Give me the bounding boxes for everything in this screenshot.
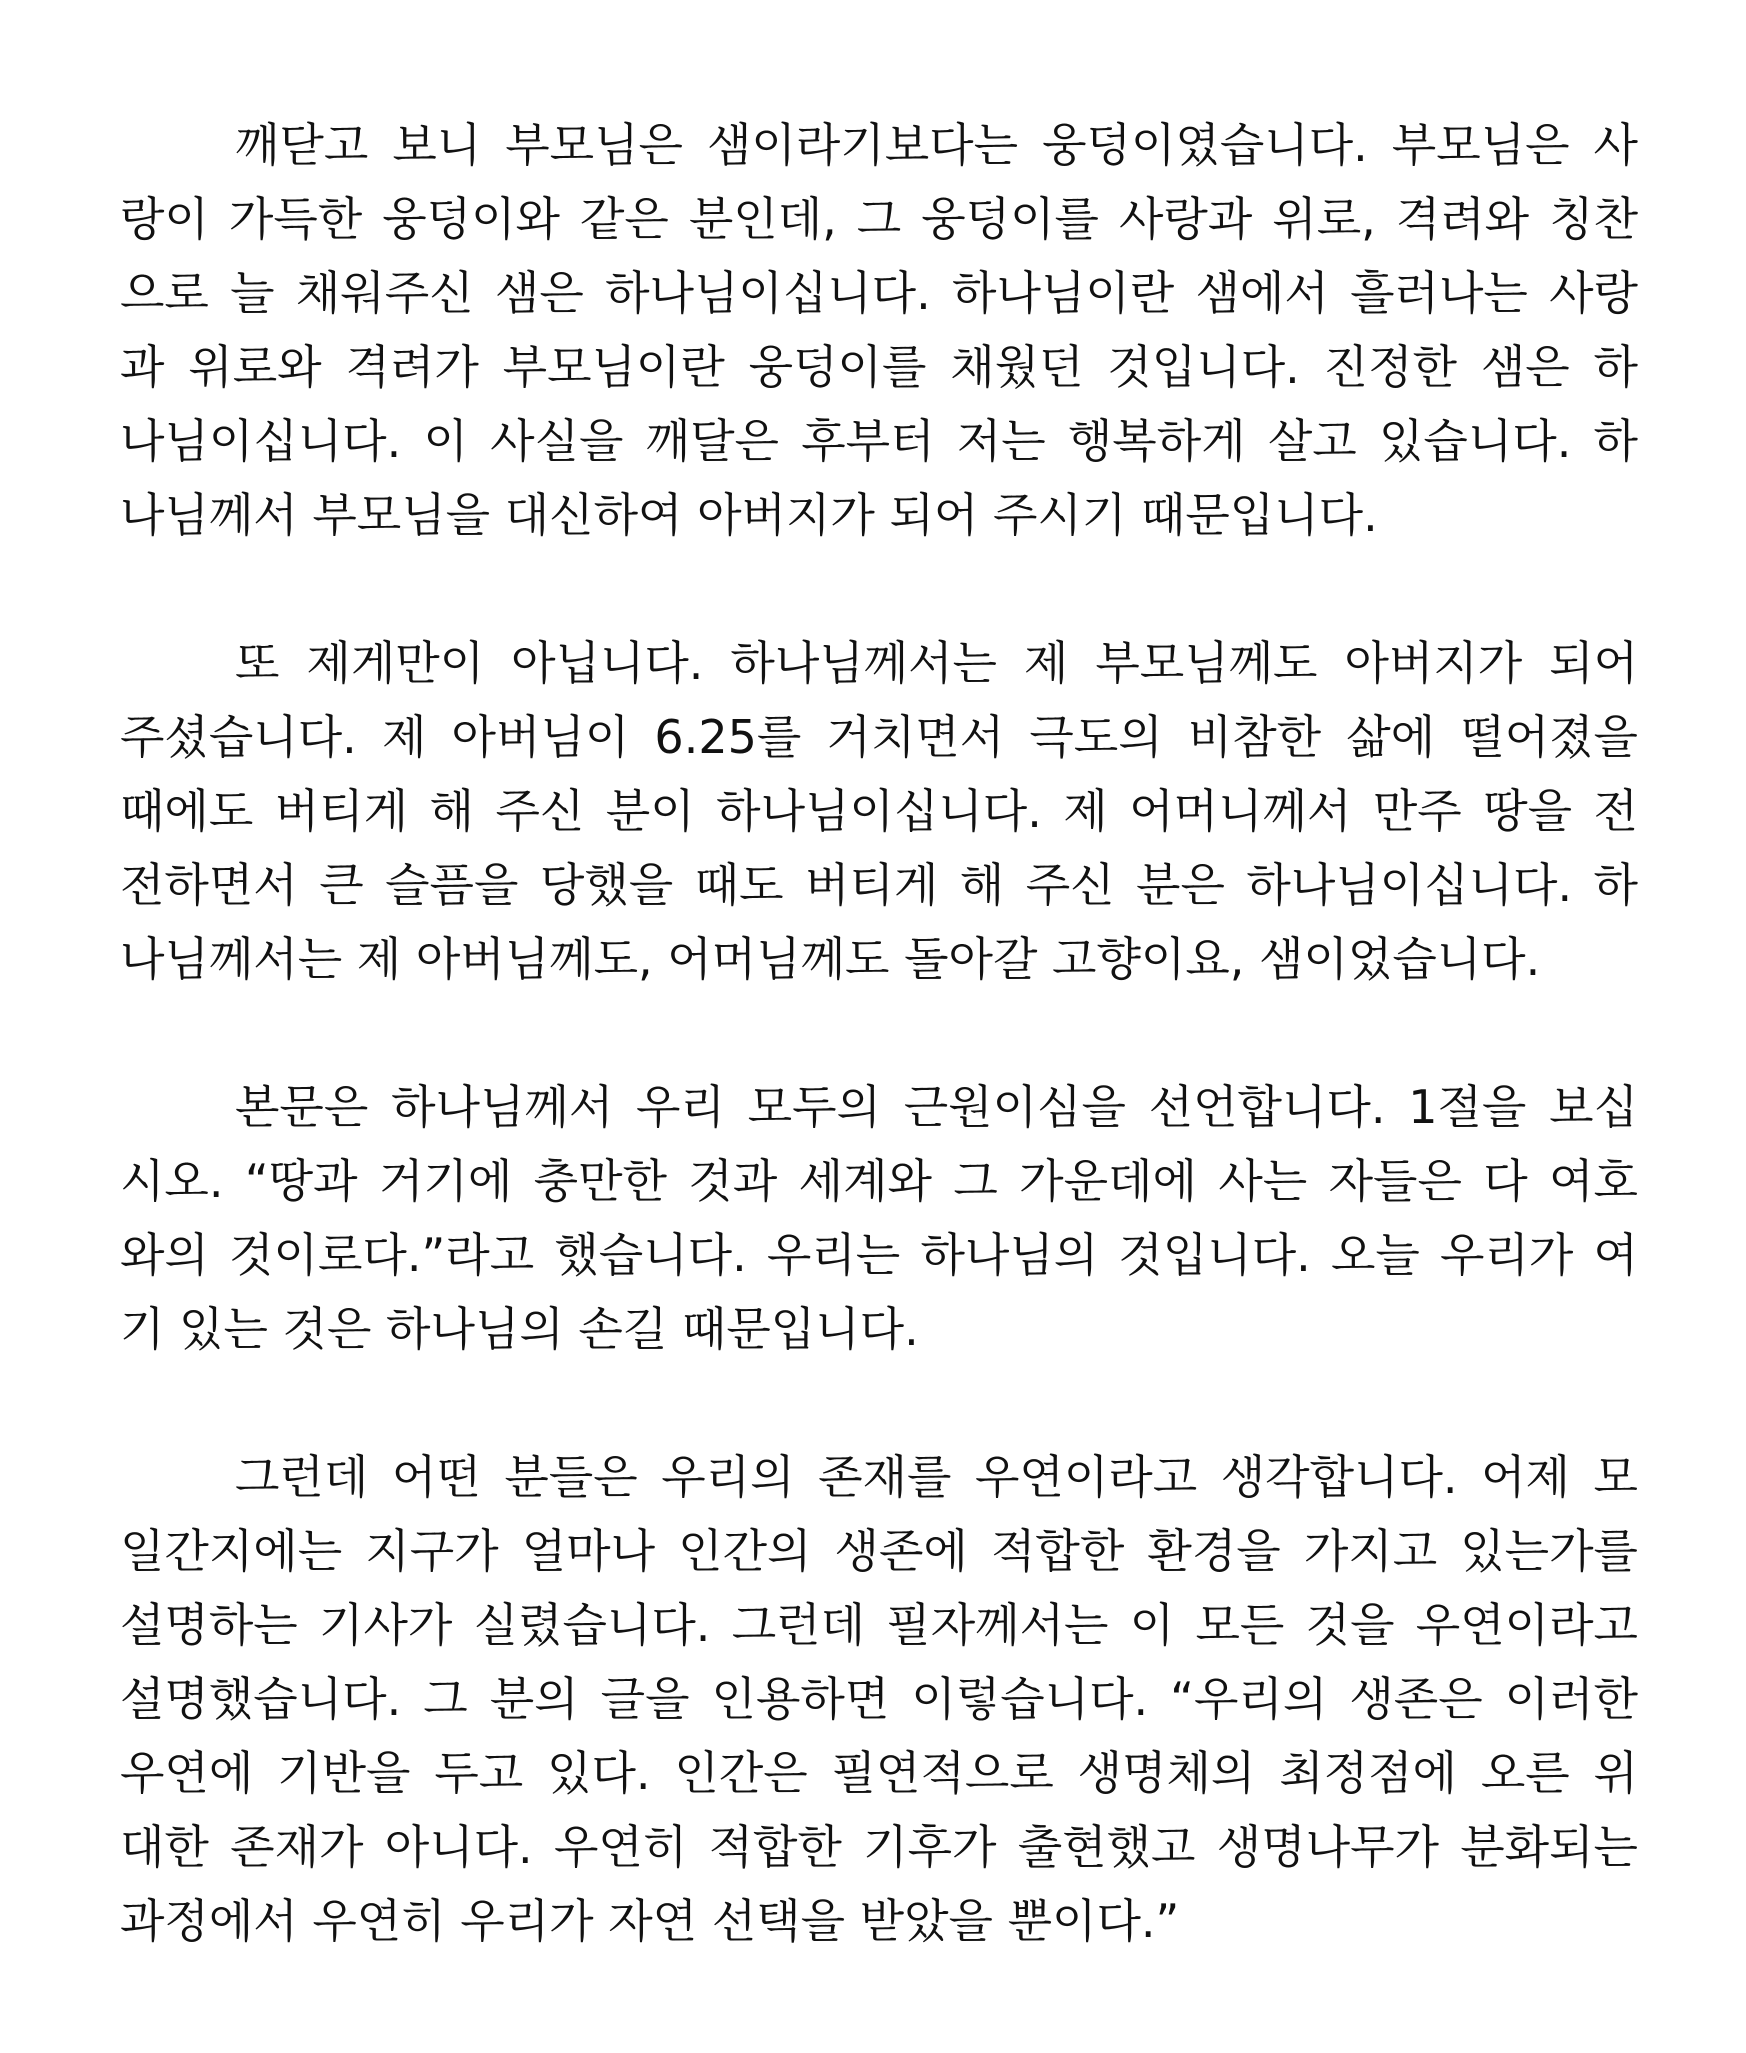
paragraph-4 xyxy=(120,1440,1638,1958)
text-line: 과정에서 우연히 우리가 자연 선택을 받았을 뿐이다.” xyxy=(120,1894,1180,1948)
paragraph-2 xyxy=(120,626,1638,996)
text-line: 때에도 버티게 해 주신 분이 하나님이십니다. 제 어머니께서 만주 땅을 전 xyxy=(120,784,1638,838)
text-line: 나님께서 부모님을 대신하여 아버지가 되어 주시기 때문입니다. xyxy=(120,488,1378,542)
text-line: 설명했습니다. 그 분의 글을 인용하면 이렇습니다. “우리의 생존은 이러한 xyxy=(120,1672,1638,1726)
text-line: 설명하는 기사가 실렸습니다. 그런데 필자께서는 이 모든 것을 우연이라고 xyxy=(120,1598,1638,1652)
text-line: 과 위로와 격려가 부모님이란 웅덩이를 채웠던 것입니다. 진정한 샘은 하 xyxy=(120,340,1638,394)
document-page xyxy=(120,108,1638,2032)
text-line: 전하면서 큰 슬픔을 당했을 때도 버티게 해 주신 분은 하나님이십니다. 하 xyxy=(120,858,1638,912)
text-line: 와의 것이로다.”라고 했습니다. 우리는 하나님의 것입니다. 오늘 우리가 여 xyxy=(120,1228,1638,1282)
text-line: 깨닫고 보니 부모님은 샘이라기보다는 웅덩이였습니다. 부모님은 사 xyxy=(235,118,1638,172)
text-line: 나님께서는 제 아버님께도, 어머님께도 돌아갈 고향이요, 샘이었습니다. xyxy=(120,932,1541,986)
text-line: 주셨습니다. 제 아버님이 6.25를 거치면서 극도의 비참한 삶에 떨어졌을 xyxy=(120,710,1638,764)
text-line: 본문은 하나님께서 우리 모두의 근원이심을 선언합니다. 1절을 보십 xyxy=(235,1080,1638,1134)
text-line: 일간지에는 지구가 얼마나 인간의 생존에 적합한 환경을 가지고 있는가를 xyxy=(120,1524,1638,1578)
text-line: 으로 늘 채워주신 샘은 하나님이십니다. 하나님이란 샘에서 흘러나는 사랑 xyxy=(120,266,1638,320)
paragraph-1 xyxy=(120,108,1638,552)
text-line: 랑이 가득한 웅덩이와 같은 분인데, 그 웅덩이를 사랑과 위로, 격려와 칭찬 xyxy=(120,192,1638,246)
text-line: 나님이십니다. 이 사실을 깨달은 후부터 저는 행복하게 살고 있습니다. 하 xyxy=(120,414,1638,468)
text-line: 대한 존재가 아니다. 우연히 적합한 기후가 출현했고 생명나무가 분화되는 xyxy=(120,1820,1638,1874)
text-line: 그런데 어떤 분들은 우리의 존재를 우연이라고 생각합니다. 어제 모 xyxy=(235,1450,1638,1504)
paragraph-3 xyxy=(120,1070,1638,1366)
text-line: 우연에 기반을 두고 있다. 인간은 필연적으로 생명체의 최정점에 오른 위 xyxy=(120,1746,1638,1800)
text-line: 시오. “땅과 거기에 충만한 것과 세계와 그 가운데에 사는 자들은 다 여호 xyxy=(120,1154,1638,1208)
text-line: 기 있는 것은 하나님의 손길 때문입니다. xyxy=(120,1302,919,1356)
text-line: 또 제게만이 아닙니다. 하나님께서는 제 부모님께도 아버지가 되어 xyxy=(235,636,1638,690)
